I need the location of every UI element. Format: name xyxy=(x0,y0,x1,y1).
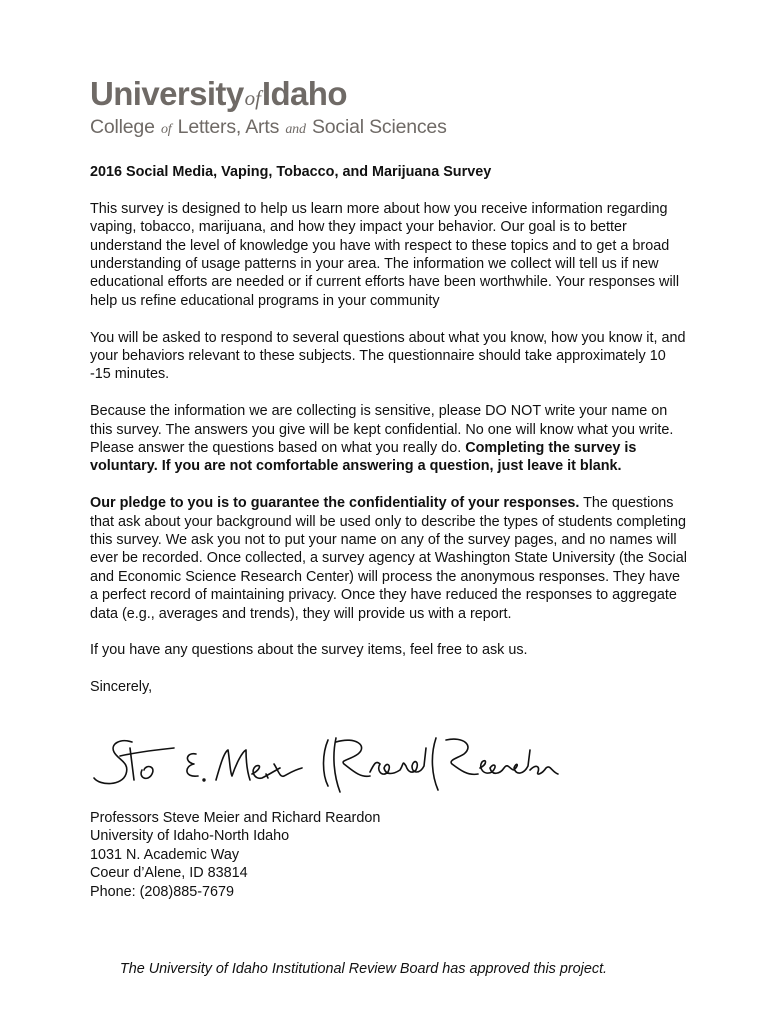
contact-names: Professors Steve Meier and Richard Reardon xyxy=(90,810,381,826)
logo-college-word: College xyxy=(90,116,155,138)
logo-idaho: Idaho xyxy=(261,75,347,112)
contact-city: Coeur d’Alene, ID 83814 xyxy=(90,865,248,882)
voluntary-text: Completing the survey is voluntary. If you are not comfortable answering a question, just leave it blank. xyxy=(90,440,637,475)
logo-letters-arts: Letters, Arts xyxy=(177,116,280,138)
logo-and: and xyxy=(285,122,306,137)
closing: Sincerely, xyxy=(90,679,153,696)
paragraph-pledge xyxy=(90,494,690,623)
irb-approval-note: The University of Idaho Institutional Review Board has approved this project. xyxy=(119,961,608,977)
logo-university: University xyxy=(90,75,244,112)
sensitive-text: Because the information we are collecting is sensitive, please DO NOT write your name on this survey. The answers you give will be kept confidential. No one will know what you write. Please answer the questions based on what you really do. xyxy=(90,403,674,457)
university-logo xyxy=(90,75,447,140)
logo-college-of: of xyxy=(160,122,172,137)
paragraph-contact-invite: If you have any questions about the survey items, feel free to ask us. xyxy=(90,642,528,659)
survey-title: 2016 Social Media, Vaping, Tobacco, and Marijuana Survey xyxy=(90,164,492,180)
logo-social-sciences: Social Sciences xyxy=(311,116,447,138)
contact-phone: Phone: (208)885-7679 xyxy=(90,883,235,900)
paragraph-questions: You will be asked to respond to several questions about what you know, how you know it, and your behaviors relevant to these subjects. The questionnaire should take approximately 10 -15 minutes. xyxy=(90,329,686,383)
contact-street: 1031 N. Academic Way xyxy=(90,846,240,863)
paragraph-intro: This survey is designed to help us learn more about how you receive information regarding vaping, tobacco, marijuana, and how they impact your behavior. Our goal is to better understand the level of knowledge you have with respect to these topics and to get a broad understanding of usage patterns in your area. The information we collect will tell us if new educational efforts are needed or if current efforts have been worthwhile. Your responses will help us refine educational programs in your community xyxy=(90,200,680,309)
contact-organization: University of Idaho-North Idaho xyxy=(90,828,290,845)
contact-block xyxy=(90,809,380,901)
pledge-details: The questions that ask about your background will be used only to describe the types of students completing this survey. We ask you not to put your name on any of the survey pages, and no names will ever be recorded. Once collected, a survey agency at Washington State University (the Social and Economic Science Research Center) will process the anonymous responses. They have a perfect record of maintaining privacy. Once they have reduced the responses to aggregate data (e.g., averages and trends), they will provide us with a report. xyxy=(90,495,687,622)
paragraph-sensitive xyxy=(90,402,690,476)
logo-wordmark xyxy=(90,76,347,116)
letter-body xyxy=(90,163,690,715)
logo-of: of xyxy=(244,86,261,110)
pledge-text: Our pledge to you is to guarantee the confidentiality of your responses. xyxy=(90,495,580,512)
logo-college xyxy=(90,116,447,141)
signatures-image xyxy=(90,734,560,796)
